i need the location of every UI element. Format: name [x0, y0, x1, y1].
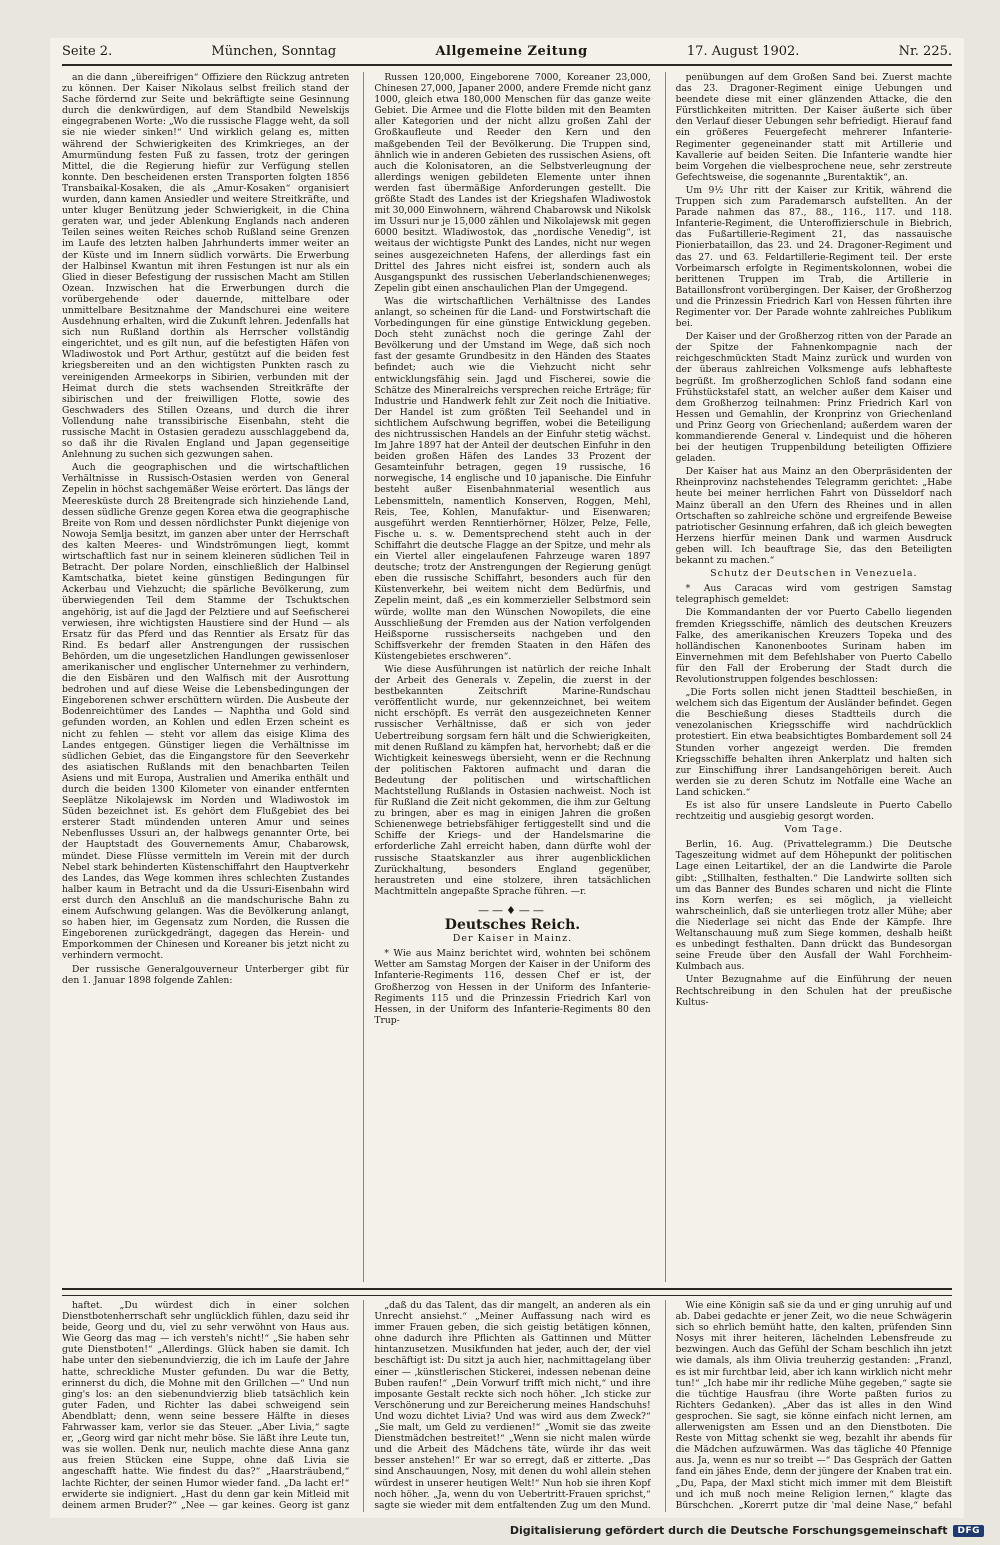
subheading-kaiser-in-mainz: Der Kaiser in Mainz.: [452, 933, 573, 945]
paragraph: Unter Bezugnahme auf die Einführung der neuen Rechtschreibung in den Schulen hat der preußische Kultus-: [675, 974, 952, 1008]
paragraph: Die Kommandanten der vor Puerto Cabello liegenden fremden Kriegsschiffe, nämlich des deutschen Kreuzers Falke, des amerikanischen Kreuzers Topeka und des holländischen Kanonenbootes Surinam haben im Einvernehmen mit dem Befehlshaber von Puerto Cabello für den Fall der Eroberung der Stadt durch die Revolutionstruppen folgendes beschlossen:: [675, 607, 952, 685]
paragraph: Der Kaiser und der Großherzog ritten von der Parade an der Spitze der Fahnenkompagnie nach der reichgeschmückten Stadt Mainz zurück und wurden von der überaus zahlreichen Volksmenge aufs lebhafteste begrüßt. Im großherzoglichen Schloß fand sodann eine Frühstückstafel statt, an welcher außer dem Kaiser und dem Großherzog teilnahmen: Prinz Friedrich Karl von Hessen und Gemahlin, der Kronprinz von Griechenland und Prinz Georg von Griechenland; außerdem waren der kommandierende General v. Lindequist und die höheren bei der heutigen Truppenbildung beteiligten Offiziere geladen.: [675, 331, 952, 465]
subheading-venezuela: Schutz der Deutschen in Venezuela.: [710, 568, 918, 580]
issue-number: Nr. 225.: [898, 44, 952, 59]
paragraph: Was die wirtschaftlichen Verhältnisse des Landes anlangt, so scheinen für die Land- und Forstwirtschaft die Vorbedingungen für eine günstige Entwicklung gegeben. Doch steht zunächst noch die geringe Zahl der Bevölkerung und der Umstand im Wege, daß sich noch fast der gesamte Grundbesitz in den Händen des Staates befindet; auch wie die Viehzucht nicht sehr entwicklungsfähig sein. Jagd und Fischerei, sowie die Schätze des Mineralreichs versprechen reiche Erträge; für Industrie und Handwerk fehlt zur Zeit noch die Initiative. Der Handel ist zum größten Teil Seehandel und in sichtlichem Aufschwung begriffen, wobei die Beteiligung des nichtrussischen Handels an der Einfuhr stetig wächst. Im Jahre 1897 hat der Anteil der deutschen Einfuhr in den beiden großen Häfen des Landes 33 Prozent der Gesamteinfuhr betragen, gegen 19 russische, 16 norwegische, 14 englische und 10 japanische. Die Einfuhr besteht außer Eisenbahnmaterial wesentlich aus Lebensmitteln, namentlich Konserven, Roggen, Mehl, Reis, Tee, Kohlen, Manufaktur- und Eisenwaren; ausgeführt werden Renntierhörner, Hölzer, Pelze, Felle, Fische u. s. w. Dementsprechend steht auch in der Schiffahrt die deutsche Flagge an der Spitze, und mehr als ein Viertel aller eingelaufenen Fahrzeuge waren 1897 deutsche; trotz der Anstrengungen der Regierung genügt eben die russische Schiffahrt, besonders auch für den Küstenverkehr, bei weitem nicht dem Bedürfnis, und Zepelin meint, daß „es ein kommerzieller Selbstmord sein würde, wollte man den Wünschen Nowopilets, die eine Ausschließung der Fremden aus der Nation verfolgenden Heißsporne russischerseits nachgeben und den Schiffsverkehr der fremden Staaten in den Häfen des Küstengebietes erschweren“.: [374, 295, 651, 662]
column-2: [363, 72, 650, 1282]
feuilleton-rule: [62, 1288, 952, 1296]
page-label: Seite 2.: [62, 44, 113, 59]
paragraph: penübungen auf dem Großen Sand bei. Zuerst machte das 23. Dragoner-Regiment einige Uebungen und beendete diese mit einer glänzenden Attacke, die den Fürstlichkeiten mitritten. Der Kaiser äußerte sich über den Verlauf dieser Uebungen sehr befriedigt. Hierauf fand ein größeres Feuergefecht mehrerer Infanterie-Regimenter gegeneinander statt mit Artillerie und Kavallerie auf beiden Seiten. Die Infanterie wandte hier beim Vorgehen die vielbesprochene neue, sehr zerstreute Gefechtsweise, die sogenannte „Burentaktik“, an.: [675, 72, 952, 183]
newspaper-title: Allgemeine Zeitung: [435, 44, 588, 59]
masthead-rule: [62, 64, 952, 66]
feuilleton-column-1: [62, 1300, 349, 1512]
issue-date: 17. August 1902.: [686, 44, 800, 59]
credit-text: Digitalisierung gefördert durch die Deutsche Forschungsgemeinschaft: [509, 1524, 948, 1537]
paragraph: an die dann „übereifrigen“ Offiziere den Rückzug antreten zu können. Der Kaiser Nikolaus selbst freilich stand der Sache fördernd zur Seite und bekräftigte seine Gesinnung durch die denkwürdigen, auf dem Standbild Newelskijs eingegrabenen Worte: „Wo die russische Flagge weht, da soll sie nie wieder sinken!“ Und wirklich gelang es, mitten während der Schwierigkeiten des Krimkrieges, an der Amurmündung festen Fuß zu fassen, trotz der geringen Mittel, die die Regierung hiefür zur Verfügung stellen konnte. Den bescheidenen ersten Transporten folgten 1856 Transbaikal-Kosaken, die als „Amur-Kosaken“ organisiert wurden, dann kamen Ansiedler und weitere Streitkräfte, und unter kluger Benützung jeder Schwierigkeit, in die China geraten war, und jeder Ablenkung Englands nach anderen Teilen seines weiten Reiches schob Rußland seine Grenzen im Laufe des letzten halben Jahrhunderts immer weiter an der Küste und im Innern südlich vorwärts. Die Erwerbung der Halbinsel Kwantun mit ihren Festungen ist nur als ein Glied in dieser Befestigung der russischen Macht am Stillen Ozean. Inzwischen hat die Erwerbungen durch die vorübergehende oder dauernde, mittelbare oder unmittelbare Besitznahme der Mandschurei eine weitere Ausdehnung erhalten, wird die Zukunft lehren. Jedenfalls hat sich nun Rußland dorthin als Herrscher vollständig eingerichtet, und es gilt nun, auf die befestigten Häfen von Wladiwostok und Port Arthur, gestützt auf die beiden fest kriegsbereiten und an den wichtigsten Punkten rasch zu vereinigenden Armeekorps in Sibirien, verbunden mit der Heimat durch die stets wachsenden Streitkräfte der sibirischen und der freiwilligen Flotte, sowie des Geschwaders des Stillen Ozeans, und durch die ihrer Vollendung nahe transsibirische Eisenbahn, steht die russische Macht in Ostasien geradezu ausschlaggebend da, so daß ihr die Rivalen England und Japan gegenseitige Anlehnung zu suchen sich gezwungen sahen.: [62, 72, 350, 461]
section-ornament: ——♦——: [478, 903, 547, 917]
paragraph: Berlin, 16. Aug. (Privattelegramm.) Die Deutsche Tageszeitung widmet auf dem Höhepunkt der politischen Lage einen Leitartikel, der an die Landwirte die Parole gibt: „Stillhalten, festhalten.“ Die Landwirte sollten sich um das Banner des Bundes scharen und nicht die Flinte ins Korn werfen; es sei möglich, ja vielleicht wahrscheinlich, daß sie unterliegen trotz aller Mühe; aber die Niederlage sei nicht das Ende der Kämpfe. Ihre Weltanschauung muß zum Siege kommen, deshalb heißt es unbedingt festhalten. Dann drückt das Bundesorgan seine Freude über den Ausfall der Wahl Forchheim-Kulmbach aus.: [675, 839, 952, 973]
digitization-credit: [510, 1524, 984, 1537]
paragraph: * Aus Caracas wird vom gestrigen Samstag telegraphisch gemeldet:: [675, 583, 952, 606]
paragraph: Der Kaiser hat aus Mainz an den Oberpräsidenten der Rheinprovinz nachstehendes Telegramm gerichtet: „Habe heute bei meiner herrlichen Fahrt von Düsseldorf nach Mainz überall an den Ufern des Rheines und in allen Ortschaften so zahlreiche schöne und ergreifende Beweise patriotischer Gesinnung erfahren, daß ich gleich bewegten Herzens hierfür meinen Dank und warmen Ausdruck geben will. Ich beauftrage Sie, das den Beteiligten bekannt zu machen.“: [675, 466, 952, 567]
paragraph: Wie diese Ausführungen ist natürlich der reiche Inhalt der Arbeit des Generals v. Zepelin, die zuerst in der bestbekannten Zeitschrift Marine-Rundschau veröffentlicht wurde, nur gekennzeichnet, bei weitem nicht erschöpft. Es verrät den ausgezeichneten Kenner russischer Verhältnisse, daß er sich von jeder Uebertreibung sorgsam fern hält und die Schwierigkeiten, mit denen Rußland zu kämpfen hat, hervorhebt; daß er die Wichtigkeit keineswegs übersieht, wenn er die Rechnung der politischen Faktoren aufmacht und daran die Bedeutung der politischen und wirtschaftlichen Machtstellung Rußlands in Ostasien nachweist. Noch ist für Rußland die Zeit nicht gekommen, die ihm zur Geltung zu bringen, aber es mag in einigen Jahren die großen Schienenwege betriebsfähiger fertiggestellt sind und die Schiffe der Kriegs- und der Handelsmarine die erforderliche Zahl erreicht haben, dann dürfte wohl der russische Staatskanzler aus ihrer augenblicklichen Zurückhaltung, besonders England gegenüber, heraustreten und eine stolzere, ihren tatsächlichen Machtmitteln angepaßte Sprache führen. —r.: [374, 663, 651, 897]
paragraph: Um 9½ Uhr ritt der Kaiser zur Kritik, während die Truppen sich zum Parademarsch aufstellten. An der Parade nahmen das 87., 88., 116., 117. und 118. Infanterie-Regiment, die Unteroffizierschule in Biebrich, das Fußartillerie-Regiment 21, das nassauische Pionierbataillon, das 23. und 24. Dragoner-Regiment und das 27. und 63. Feldartillerie-Regiment teil. Der erste Vorbeimarsch erfolgte in Regimentskolonnen, wobei die berittenen Truppen im Trab, die Artillerie in Bataillonsfront vorübergingen. Der Kaiser, der Großherzog und die Prinzessin Friedrich Karl von Hessen führten ihre Regimenter vor. Der Parade wohnte zahlreiches Publikum bei.: [675, 184, 952, 330]
paragraph: „Die Forts sollen nicht jenen Stadtteil beschießen, in welchem sich das Eigentum der Ausländer befindet. Gegen die Beschießung dieses Stadtteils durch die venezolanischen Kriegsschiffe wird nachdrücklich protestiert. Ein etwa beabsichtigtes Bombardement soll 24 Stunden vorher angezeigt werden. Die fremden Kriegsschiffe behalten ihren Ankerplatz und halten sich zur Einschiffung ihrer Landsangehörigen bereit. Auch werden sie zu deren Schutz im Notfalle eine Wache an Land schicken.“: [675, 687, 952, 798]
feuilleton-columns: [62, 1300, 952, 1512]
paragraph: Der russische Generalgouverneur Unterberger gibt für den 1. Januar 1898 folgende Zahlen:: [62, 963, 350, 986]
masthead: [62, 44, 952, 62]
paragraph: Auch die geographischen und die wirtschaftlichen Verhältnisse in Russisch-Ostasien werden von General Zepelin in höchst sachgemäßer Weise erörtert. Das längs der Meeresküste durch 28 Breitengrade sich hinziehende Land, dessen südliche Grenze gegen Korea etwa die geographische Breite von Rom und dessen nördlichster Punkt diejenige von Nowoja Semlja besitzt, im ganzen aber unter der Herrschaft des kalten Meeres- und Windströmungen liegt, kommt wirtschaftlich fast nur in seinem kleineren südlichen Teil in Betracht. Der polare Norden, einschließlich der Halbinsel Kamtschatka, bietet keine günstigen Bedingungen für Ackerbau und Viehzucht; die spärliche Bevölkerung, zum überwiegenden Teil dem Stamme der Tschuktschen angehörig, ist auf die Jagd der Pelztiere und auf Seefischerei verwiesen, ihre wichtigsten Haustiere sind der Hund — als Ersatz für das Pferd und das Renntier als Ersatz für das Rind. Es bedarf aller Anstrengungen der russischen Behörden, um die ungesetzlichen Handlungen gewissenloser amerikanischer und englischer Unternehmer zu verhindern, die den Eisbären und den Walfisch mit der Ausrottung bedrohen und auf diese Weise die Lebensbedingungen der Eingeborenen schwer erschüttern würden. Die Ausbeute der Bodenreichtümer des Landes — Naphtha und Gold sind gefunden worden, an Kohlen und edlen Erzen scheint es nicht zu fehlen — steht vor allem das eisige Klima des Landes entgegen. Günstiger liegen die Verhältnisse im südlichen Gebiet, das die Eingangstore für den Seeverkehr des asiatischen Rußlands mit den benachbarten Teilen Asiens und mit Europa, Australien und Amerika enthält und durch die beiden 1300 Kilometer von einander entfernten Seeplätze Nikolajewsk im Norden und Wladiwostok im Süden bezeichnet ist. Es gehört dem Flußgebiet des bei ersterer Stadt mündenden unteren Amur und seines Nebenflusses Ussuri an, der halbwegs genannter Orte, bei der Hauptstadt des Gouvernements Amur, Chabarowsk, mündet. Diese Flüsse vermitteln im Verein mit der durch Nebel stark behinderten Küstenschiffahrt den Hauptverkehr des Landes, das Wege kommen ihres schlechten Zustandes halber kaum in Betracht und da die Ussuri-Eisenbahn wird erst durch den Anschluß an die mandschurische Bahn zu einem Aufschwung gelangen. Was die Bevölkerung anlangt, so haben hier, im Gegensatz zum Norden, die Russen die Eingeborenen zurückgedrängt, dagegen das Herein- und Emporkommen der Chinesen und Koreaner bis jetzt nicht zu verhindern vermocht.: [62, 462, 350, 962]
subheading-vom-tage: Vom Tage.: [784, 824, 844, 836]
news-columns: [62, 72, 952, 1282]
column-3: [665, 72, 952, 1282]
paragraph: haftet. „Du würdest dich in einer solchen Dienstbotenherrschaft sehr unglücklich fühlen, dazu seid ihr beide, Georg und du, viel zu sehr verwöhnt von Haus aus. Wie Georg das mag — ich versteh's nicht!“ „Sie haben sehr gute Dienstboten!“ „Allerdings. Glück haben sie damit. Ich habe unter den siebenundvierzig, die ich im Laufe der Jahre hatte, schreckliche Muster gefunden. Du war die Betty, erinnerst du dich, die Mohne mit den Grillchen —“ Und nun ging's los: an den siebenundvierzig blieb tatsächlich kein guter Faden, und Richter las dabei schweigend sein Abendblatt; denn, wenn seine bessere Hälfte in dieses Fahrwasser kam, verlor sie das Steuer. „Aber Livia,“ sagte er, „Georg wird gar nicht mehr böse. Sie läßt ihre Leute tun, was sie wollen. Denk nur, neulich machte diese Anna ganz aus freien Stücken eine Suppe, ohne daß Livia sie angeschafft hatte. Wie findest du das?“ „Haarsträubend,“ lachte Richter, der seinen Humor wieder fand. „Da lacht er!“ erwiderte sie indigniert. „Hast du denn gar kein Mitleid mit deinem armen Bruder?“ „Nee — gar keines. Georg ist ganz: [62, 1300, 350, 1511]
column-1: [62, 72, 349, 1282]
feuilleton-column-2: [363, 1300, 650, 1512]
paragraph: * Wie aus Mainz berichtet wird, wohnten bei schönem Wetter am Samstag Morgen der Kaiser in der Uniform des Infanterie-Regiments 116, dessen Chef er ist, der Großherzog von Hessen in der Uniform des Infanterie-Regiments 115 und die Prinzessin Friedrich Karl von Hessen, in der Uniform des Infanterie-Regiments 80 den Trup-: [374, 948, 651, 1026]
newspaper-page: [50, 38, 964, 1518]
feuilleton-column-3: [665, 1300, 952, 1512]
paragraph: Russen 120,000, Eingeborene 7000, Koreaner 23,000, Chinesen 27,000, Japaner 2000, andere Fremde nicht ganz 1000, gleich etwa 180,000 Menschen für das ganze weite Gebiet. Die Armee und die Flotte bilden mit den Beamten aller Kategorien und der nicht allzu großen Zahl der Großkaufleute und Reeder den Kern und den maßgebenden Teil der Bevölkerung. Die Truppen sind, ähnlich wie in anderen Gebieten des russischen Asiens, oft auch die Kolonisatoren, an die Selbstverleugnung der allerdings wenigen gebildeten Elemente unter ihnen werden fast übermäßige Anforderungen gestellt. Die größte Stadt des Landes ist der Kriegshafen Wladiwostok mit 30,000 Einwohnern, während Chabarowsk und Nikolsk im Ussuri nur je 15,000 zählen und Nikolajewsk mit gegen 6000 besitzt. Wladiwostok, das „nordische Venedig“, ist weitaus der wichtigste Punkt des Landes, nicht nur wegen seines ausgezeichneten Hafens, der allerdings fast ein Drittel des Jahres nicht eisfrei ist, sondern auch als Ausgangspunkt des russischen Ueberlandschienenweges; Zepelin gibt einen anschaulichen Plan der Umgegend.: [374, 72, 651, 294]
section-heading-deutsches-reich: Deutsches Reich.: [444, 917, 581, 934]
paragraph: Wie eine Königin saß sie da und er ging unruhig auf und ab. Dabei gedachte er jener Zeit, wo die neue Schwägerin sich so ehrlich bemüht hatte, den kalten, prüfenden Sinn Nosys mit ihrer heiteren, lächelnden Lebensfreude zu bezwingen. Auch das Gefühl der Scham beschlich ihn jetzt wie damals, als ihm Olivia treuherzig gestanden: „Franzl, es ist mir furchtbar leid, aber ich kann wirklich nicht mehr tun!“ „Ich habe mir ihr redliche Mühe gegeben,“ sagte sie die tüchtige Hausfrau (ihre Worte paßten furios zu Richters Gedanken). „Aber das ist alles in den Wind gesprochen. Sie sagt, sie könne einfach nicht lernen, am allerwenigsten am Essen und an den Dienstboten. Die Reste von Mittag schenkt sie weg, bezahlt ihr abends für die Mädchen aufzuwärmen. Was das tägliche 40 Pfennige aus. Ja, wenn es nur so treibt —“ Das Gespräch der Gatten fand ein jähes Ende, denn der jüngere der Knaben trat ein. „Du, Papa, der Maxl sticht mich immer mit dem Bleistift und ich muß noch meine Religion lernen,“ klagte das Bürschchen. „Korerrt putze dir 'mal deine Nase,“ befahl: [675, 1300, 952, 1511]
paragraph: Es ist also für unsere Landsleute in Puerto Cabello rechtzeitig und ausgiebig gesorgt worden.: [675, 800, 952, 823]
dfg-logo-icon: DFG: [953, 1525, 984, 1537]
place-day: München, Sonntag: [211, 44, 337, 59]
paragraph: „daß du das Talent, das dir mangelt, an anderen als ein Unrecht ansiehst.“ „Meiner Auffassung nach wird es immer Frauen geben, die sich geistig betätigen können, ohne dadurch ihre Pflichten als Gattinnen und Mütter hintanzusetzen. Musikfunden hat jeder, auch der, der viel beschäftigt ist: Du sitzt ja auch hier, nachmittagelang über einer — ‚künstlerischen Stickerei, indessen nebenan deine Buben raufen!“ „Dein Vorwurf trifft mich nicht,“ und ihre imposante Gestalt reckte sich noch höher. „Ich sticke zur Verschönerung und zur Bereicherung meines Handschuhs! Und wozu dichtet Livia? Und was wird aus dem Zweck?“ „Sie malt, um Geld zu verdienen!“ „Womit sie das zweite Dienstmädchen bestreitet!“ „Wenn sie nicht malen würde und die Arbeit des Mädchens täte, würde ihr das weit besser anstehen!“ Er war so erregt, daß er zitterte. „Das sind Anschauungen, Nosy, mit denen du wohl allein stehen würdest in unserer heutigen Welt!“ Nun hob sie ihren Kopf noch höher. „Ja, wenn du von Uebertritt-Frauen sprichst,“ sagte sie wieder mit dem entfaltenden Zug um den Mund.: [374, 1300, 651, 1511]
